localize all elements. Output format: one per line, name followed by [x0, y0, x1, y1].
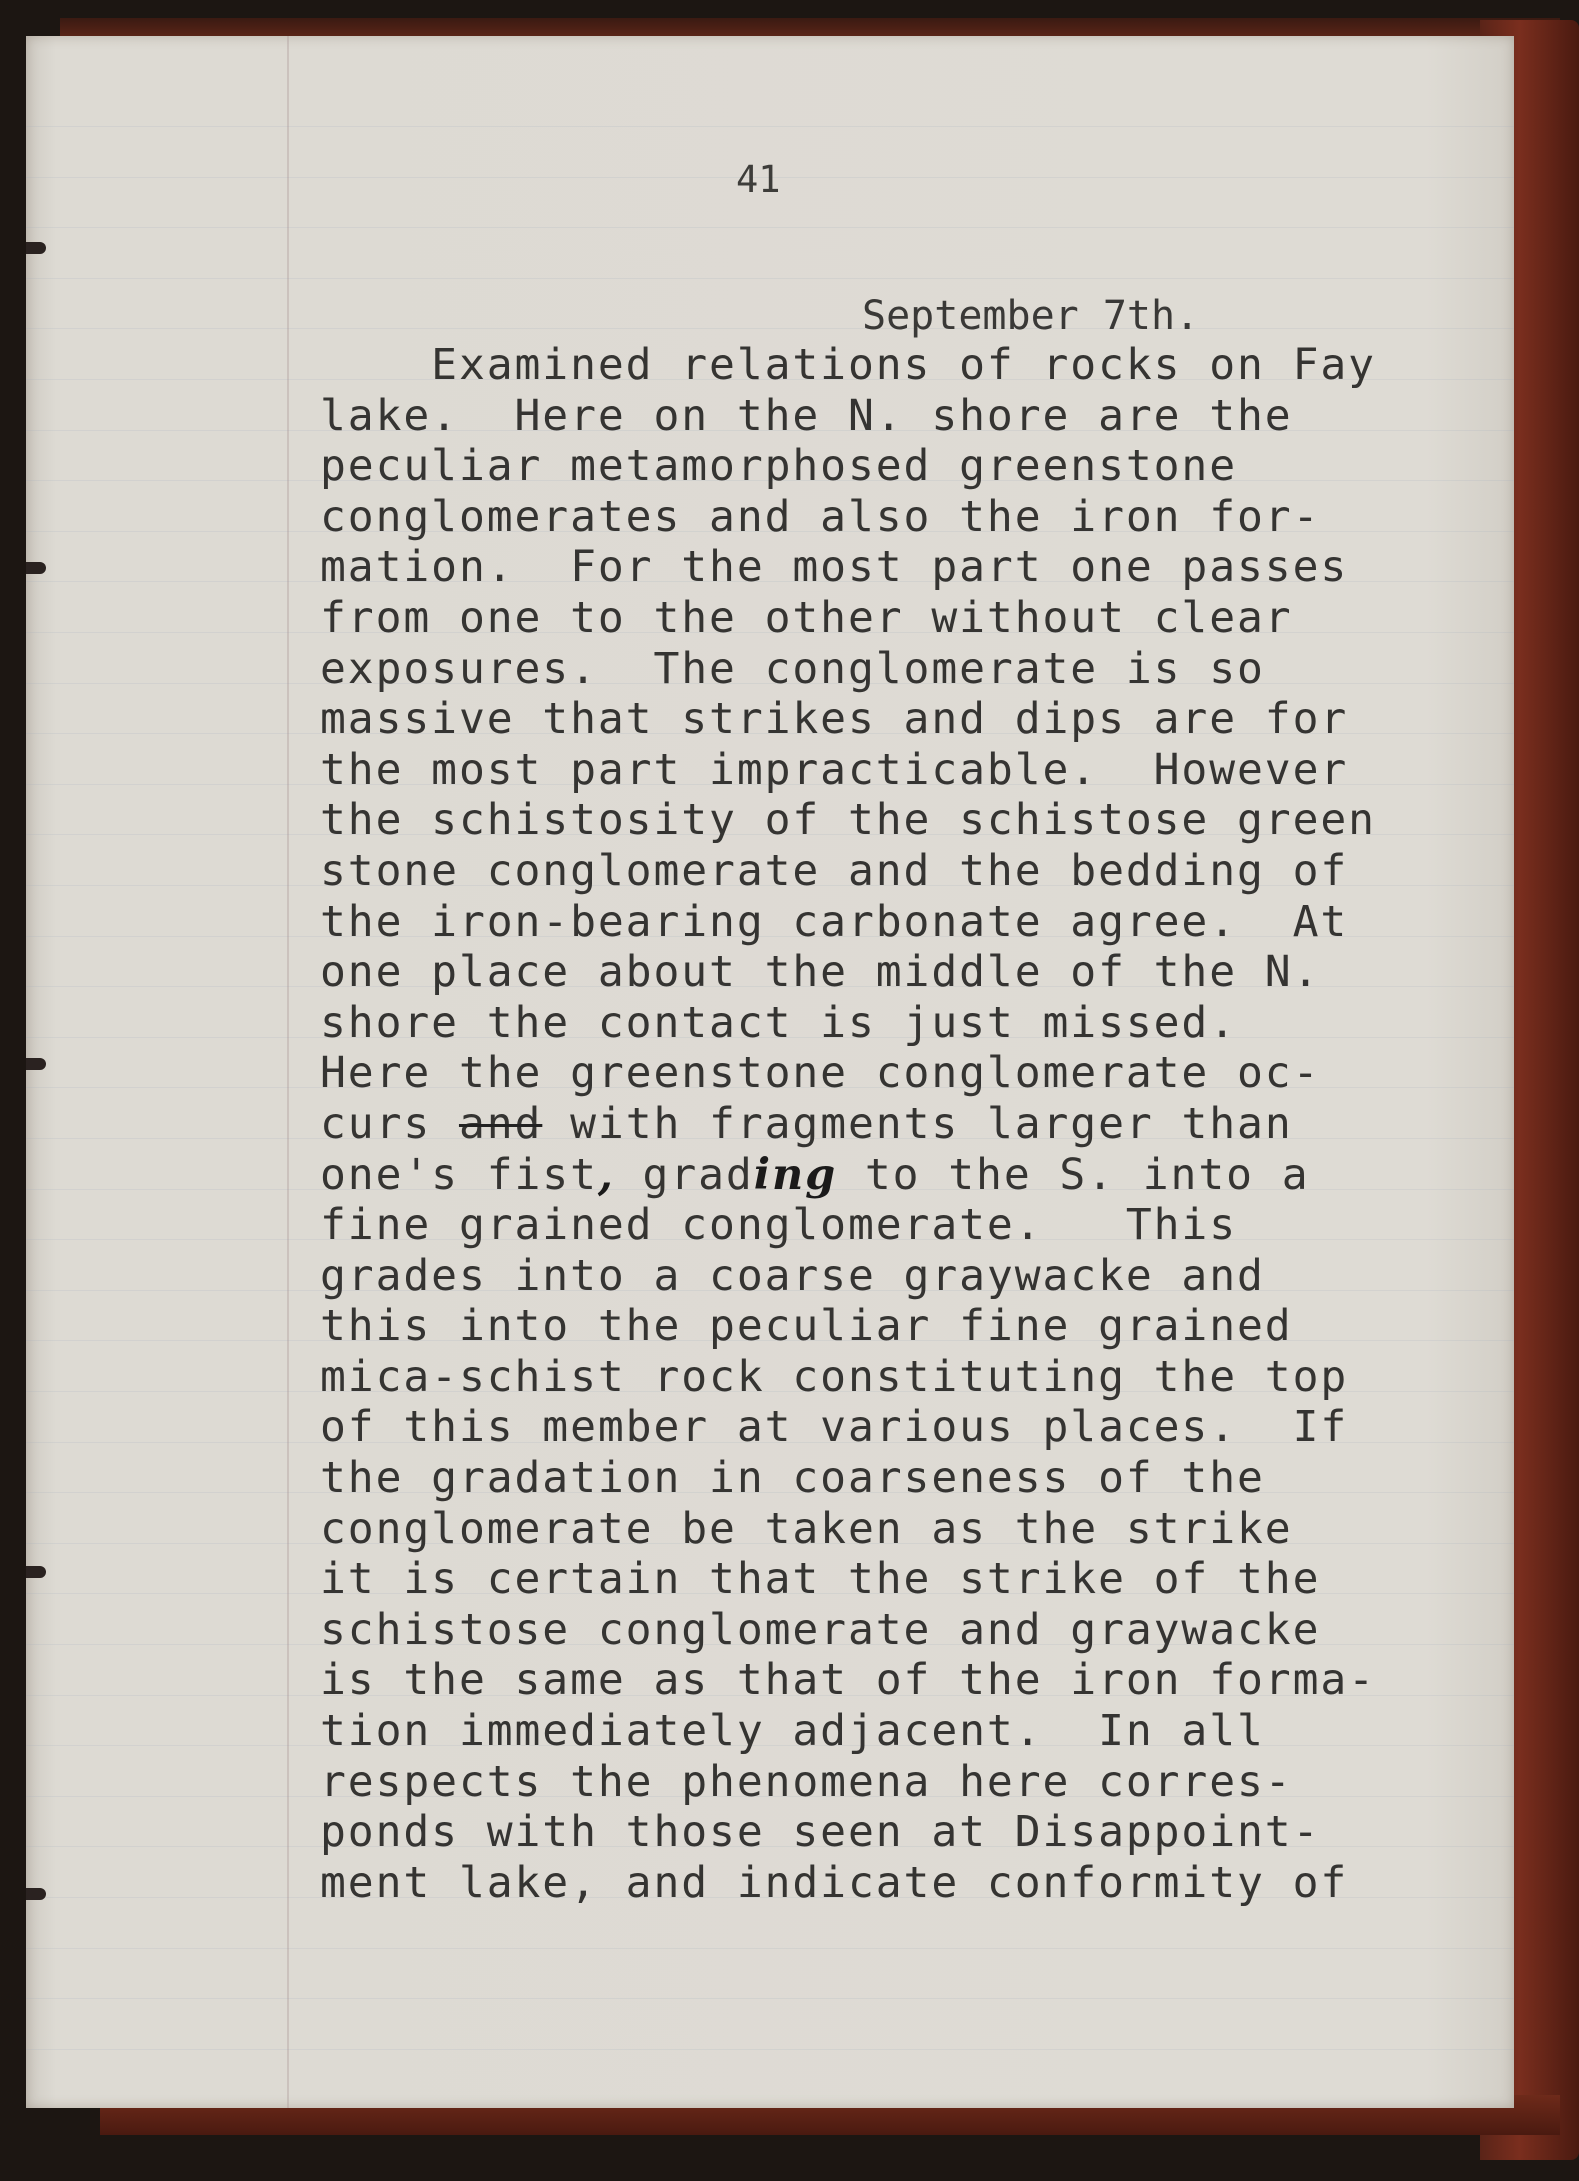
- binder-ring-mark: [26, 1566, 46, 1578]
- handwritten-comma: ,: [597, 1149, 615, 1200]
- text-line: tion immediately adjacent. In all: [320, 1706, 1265, 1757]
- text-segment: one's fist: [320, 1149, 598, 1200]
- handwritten-insertion: ing: [753, 1149, 838, 1200]
- text-segment: curs: [320, 1098, 459, 1149]
- ruled-line: [26, 328, 1514, 329]
- text-line: it is certain that the strike of the: [320, 1554, 1321, 1605]
- text-line: the gradation in coarseness of the: [320, 1453, 1265, 1504]
- text-line: exposures. The conglomerate is so: [320, 643, 1265, 694]
- text-line-with-strikeout: [320, 1099, 1376, 1150]
- entry-date: September 7th.: [862, 293, 1200, 339]
- text-line: ment lake, and indicate conformity of: [320, 1857, 1349, 1908]
- text-line: one place about the middle of the N.: [320, 947, 1321, 998]
- text-line: conglomerates and also the iron for-: [320, 491, 1321, 542]
- text-line: stone conglomerate and the bedding of: [320, 845, 1349, 896]
- text-line: peculiar metamorphosed greenstone: [320, 441, 1238, 492]
- text-line: Here the greenstone conglomerate oc-: [320, 1048, 1321, 1099]
- text-line: grades into a coarse graywacke and: [320, 1250, 1265, 1301]
- text-line: of this member at various places. If: [320, 1402, 1349, 1453]
- binder-ring-mark: [26, 562, 46, 574]
- text-line: fine grained conglomerate. This: [320, 1200, 1238, 1251]
- ruled-line: [26, 2049, 1514, 2050]
- ruled-line: [26, 1948, 1514, 1949]
- text-line: massive that strikes and dips are for: [320, 694, 1349, 745]
- ruled-line: [26, 278, 1514, 279]
- text-line: the schistosity of the schistose green: [320, 795, 1376, 846]
- text-line: shore the contact is just missed.: [320, 997, 1238, 1048]
- ruled-line: [26, 126, 1514, 127]
- ruled-line: [26, 1998, 1514, 1999]
- text-line: ponds with those seen at Disappoint-: [320, 1807, 1321, 1858]
- text-line: mica-schist rock constituting the top: [320, 1351, 1349, 1402]
- text-line: from one to the other without clear: [320, 592, 1293, 643]
- text-segment: grad: [614, 1149, 754, 1200]
- text-segment: with fragments larger than: [542, 1098, 1293, 1149]
- text-line: mation. For the most part one passes: [320, 542, 1349, 593]
- text-line: respects the phenomena here corres-: [320, 1756, 1293, 1807]
- binder-ring-mark: [26, 1058, 46, 1070]
- text-line: lake. Here on the N. shore are the: [320, 390, 1293, 441]
- typed-body-text: [320, 340, 1376, 1908]
- page-number: 41: [736, 158, 781, 201]
- text-line: conglomerate be taken as the strike: [320, 1503, 1293, 1554]
- binder-ring-mark: [26, 242, 46, 254]
- text-line: Examined relations of rocks on Fay: [320, 340, 1376, 390]
- margin-rule-line: [287, 36, 289, 2108]
- text-line: schistose conglomerate and graywacke: [320, 1604, 1321, 1655]
- text-line: the most part impracticable. However: [320, 744, 1349, 795]
- text-line: this into the peculiar fine grained: [320, 1301, 1293, 1352]
- ruled-line: [26, 227, 1514, 228]
- text-line: the iron-bearing carbonate agree. At: [320, 896, 1349, 947]
- text-line-with-handwritten-correction: [320, 1150, 1376, 1201]
- binder-ring-mark: [26, 1888, 46, 1900]
- text-segment: to the S. into a: [837, 1149, 1310, 1200]
- struck-out-word: and: [458, 1098, 543, 1149]
- text-line: is the same as that of the iron forma-: [320, 1655, 1376, 1706]
